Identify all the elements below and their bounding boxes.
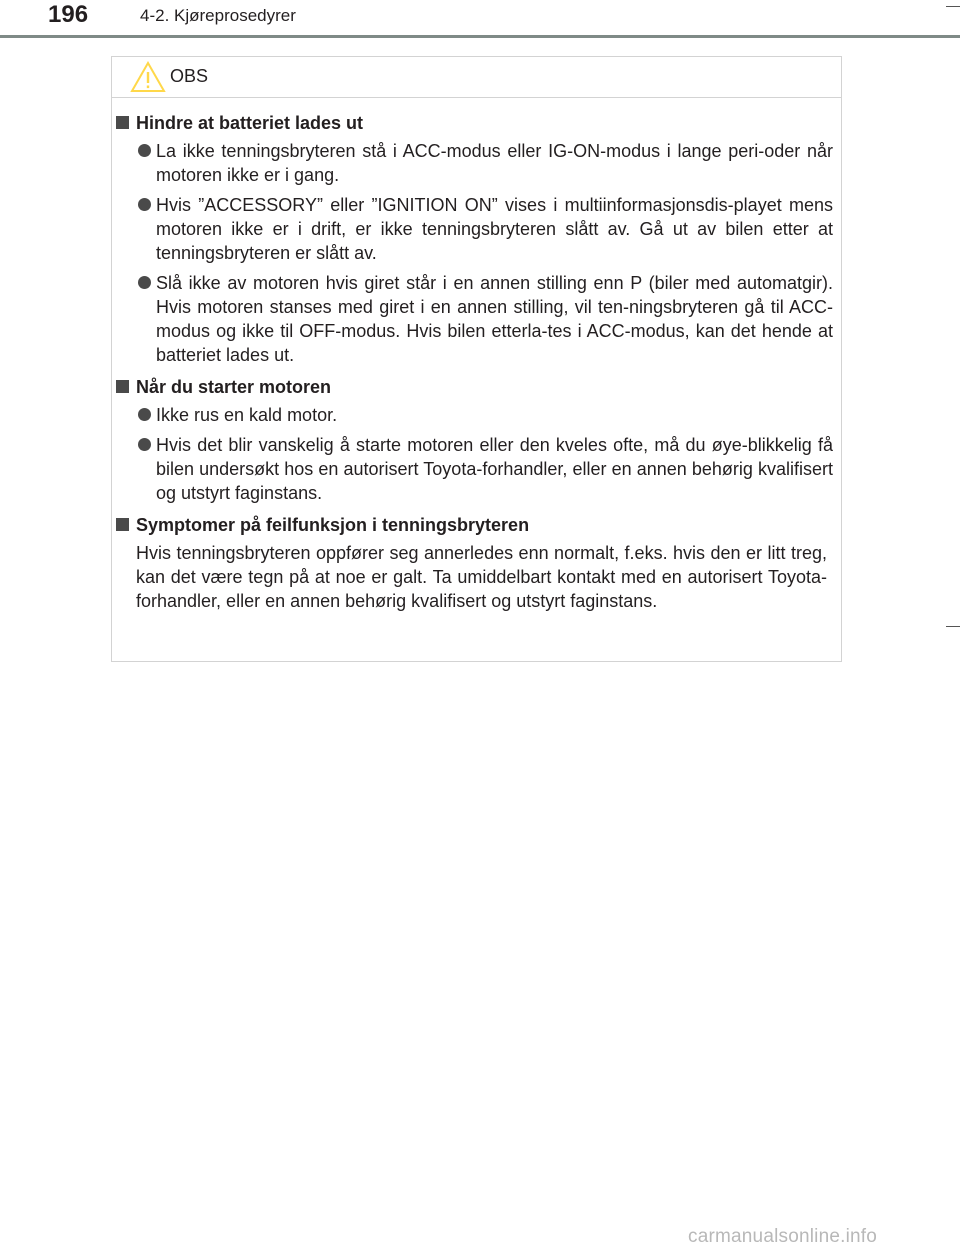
- crop-mark: [946, 6, 960, 7]
- section-heading: [116, 375, 841, 399]
- section-heading-text: Symptomer på feilfunksjon i tenningsbryteren: [136, 515, 530, 535]
- watermark: carmanualsonline.info: [688, 1226, 878, 1247]
- list-item-text: La ikke tenningsbryteren stå i ACC-modus eller IG-ON-modus i lange peri-oder når motoren ikke er i gang.: [156, 141, 833, 185]
- list-item-text: Hvis ”ACCESSORY” eller ”IGNITION ON” vises i multiinformasjonsdis-playet mens motoren ikke er i drift, er ikke tenningsbryteren slått av. Gå ut av bilen etter at tenningsbryteren er slått av.: [156, 195, 833, 263]
- notice-header: [112, 57, 841, 98]
- round-bullet-icon: [138, 144, 151, 157]
- round-bullet-icon: [138, 408, 151, 421]
- list-item: [136, 193, 833, 265]
- square-bullet-icon: [116, 116, 129, 129]
- section-heading: [116, 513, 841, 537]
- header-rule: [0, 35, 960, 38]
- round-bullet-icon: [138, 438, 151, 451]
- section-paragraph: Hvis tenningsbryteren oppfører seg annerledes enn normalt, f.eks. hvis den er litt treg, kan det være tegn på at noe er galt. Ta umiddelbart kontakt med en autorisert Toyota-forhandler, eller en annen behørig kvalifisert og utstyrt faginstans.: [136, 543, 827, 611]
- list-item: [136, 433, 833, 505]
- page-header: [0, 0, 960, 38]
- notice-label: OBS: [170, 66, 209, 86]
- square-bullet-icon: [116, 380, 129, 393]
- caution-notice-box: [111, 56, 842, 662]
- list-item: [136, 403, 833, 427]
- list-item-text: Slå ikke av motoren hvis giret står i en annen stilling enn P (biler med automatgir). Hvis motoren stanses med giret i en annen stilling, vil ten-ningsbryteren gå til ACC-modus og ikke til OFF-modus. Hvis bilen etterla-tes i ACC-modus, kan det hende at batteriet lades ut.: [156, 273, 833, 365]
- list-item: [136, 139, 833, 187]
- section-title: 4-2. Kjøreprosedyrer: [140, 6, 296, 25]
- list-item: [136, 271, 833, 367]
- notice-content: [112, 111, 841, 617]
- square-bullet-icon: [116, 518, 129, 531]
- round-bullet-icon: [138, 276, 151, 289]
- section-heading: [116, 111, 841, 135]
- section-heading-text: Når du starter motoren: [136, 377, 332, 397]
- list-item-text: Ikke rus en kald motor.: [156, 405, 338, 425]
- crop-mark: [946, 626, 960, 627]
- page-number: 196: [48, 1, 89, 28]
- list-item-text: Hvis det blir vanskelig å starte motoren eller den kveles ofte, må du øye-blikkelig få bilen undersøkt hos en autorisert Toyota-forhandler, eller en annen behørig kvalifisert og utstyrt faginstans.: [156, 435, 833, 503]
- section-heading-text: Hindre at batteriet lades ut: [136, 113, 364, 133]
- round-bullet-icon: [138, 198, 151, 211]
- warning-triangle-icon: [130, 61, 166, 93]
